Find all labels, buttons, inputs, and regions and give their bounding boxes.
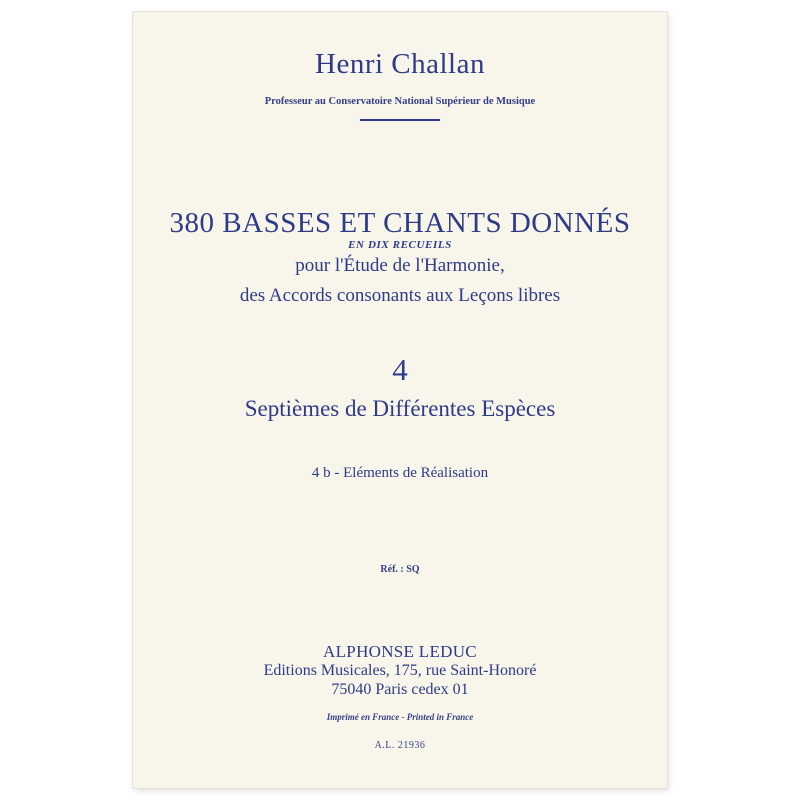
printed-in-note: Imprimé en France - Printed in France	[326, 712, 474, 722]
volume-title: Septièmes de Différentes Espèces	[244, 396, 556, 421]
subtitle-line-1: pour l'Étude de l'Harmonie,	[295, 255, 505, 276]
publisher-address-line-1: Editions Musicales, 175, rue Saint-Honoré	[263, 662, 537, 679]
author-name: Henri Challan	[315, 48, 485, 80]
reference-code: Réf. : SQ	[380, 564, 420, 575]
catalog-number: A.L. 21936	[374, 740, 426, 751]
publisher-name: ALPHONSE LEDUC	[323, 642, 477, 661]
author-affiliation: Professeur au Conservatoire National Supérieur de Musique	[264, 96, 536, 107]
subtitle-line-2: des Accords consonants aux Leçons libres	[239, 285, 561, 306]
volume-number: 4	[392, 352, 408, 387]
part-title: 4 b - Eléments de Réalisation	[311, 465, 489, 481]
recueils-label: EN DIX RECUEILS	[348, 239, 452, 251]
cover-page	[133, 12, 667, 788]
main-title: 380 BASSES ET CHANTS DONNÉS	[169, 207, 631, 239]
divider-rule	[360, 119, 440, 121]
publisher-address-line-2: 75040 Paris cedex 01	[331, 681, 469, 698]
